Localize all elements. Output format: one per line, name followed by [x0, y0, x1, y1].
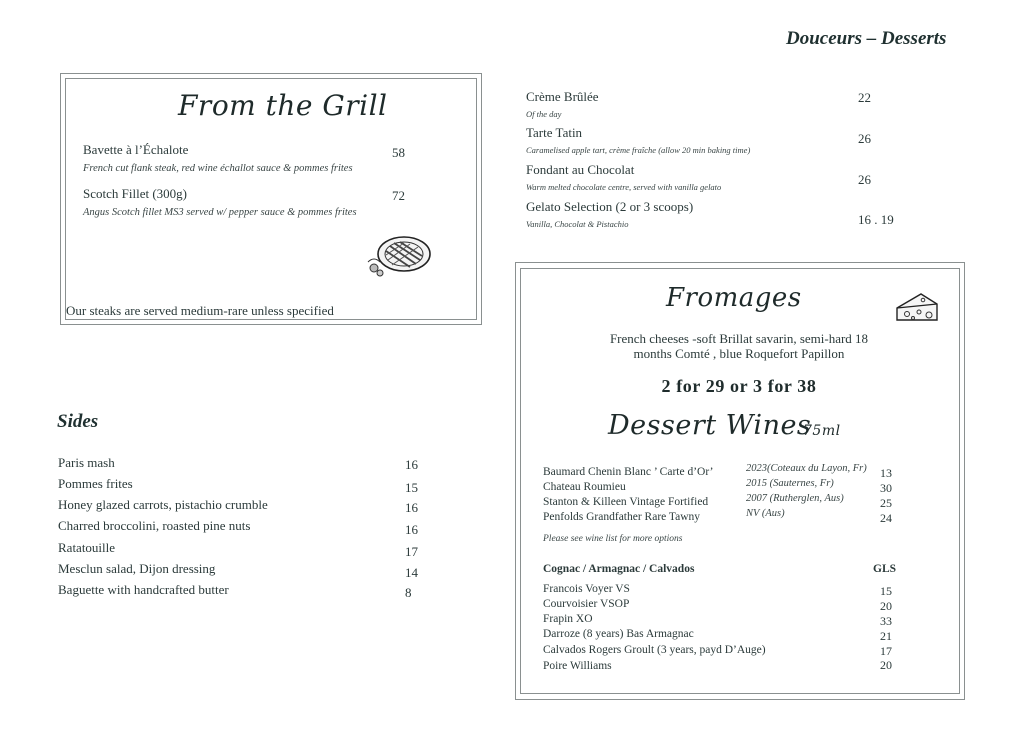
grill-title: From the Grill: [178, 89, 388, 122]
grill-item-name: Scotch Fillet (300g): [83, 186, 187, 201]
dessert-item-price: 26: [858, 131, 871, 146]
wine-item-name: Penfolds Grandfather Rare Tawny: [543, 511, 701, 523]
side-item-name: Honey glazed carrots, pistachio crumble: [58, 497, 268, 512]
side-item-price: 16: [405, 522, 418, 537]
spirit-item-price: 15: [880, 584, 892, 598]
side-item-name: Pommes frites: [58, 476, 133, 491]
fromages-title: Fromages: [666, 283, 802, 313]
side-item-price: 14: [405, 565, 418, 580]
dessert-item-desc: Vanilla, Chocolat & Pistachio: [526, 219, 629, 229]
grill-item-price: 72: [392, 188, 405, 203]
side-item-name: Ratatouille: [58, 540, 116, 555]
dessert-item-price: 26: [858, 172, 871, 187]
wine-item-name: Stanton & Killeen Vintage Fortified: [543, 496, 709, 508]
spirit-item-name: Calvados Rogers Groult (3 years, payd D’Auge): [543, 644, 766, 656]
grill-item-name: Bavette à l’Échalote: [83, 142, 189, 157]
dessert-item-price: 22: [858, 90, 871, 105]
side-item-price: 8: [405, 585, 412, 600]
wine-item-price: 30: [880, 481, 892, 495]
side-item-name: Baguette with handcrafted butter: [58, 582, 229, 597]
spirits-header: Cognac / Armagnac / Calvados: [543, 563, 695, 575]
wine-item-vintage: 2007 (Rutherglen, Aus): [746, 493, 844, 504]
side-item-price: 17: [405, 544, 418, 559]
dessert-item-name: Crème Brûlée: [526, 89, 599, 104]
side-item-price: 15: [405, 480, 418, 495]
dessert-item-desc: Warm melted chocolate centre, served with vanilla gelato: [526, 182, 722, 192]
spirit-item-price: 20: [880, 599, 892, 613]
wine-item-price: 25: [880, 496, 892, 510]
dessert-wines-title: Dessert Wines: [608, 410, 812, 441]
wine-item-vintage: 2023(Coteaux du Layon, Fr): [746, 463, 867, 474]
wine-item-price: 13: [880, 466, 892, 480]
wine-item-name: Baumard Chenin Blanc ’ Carte d’Or’: [543, 466, 714, 478]
wine-item-vintage: 2015 (Sauternes, Fr): [746, 478, 834, 489]
dessert-item-desc: Caramelised apple tart, crème fraîche (allow 20 min baking time): [526, 145, 751, 155]
spirit-item-price: 20: [880, 658, 892, 672]
dessert-item-name: Gelato Selection (2 or 3 scoops): [526, 199, 694, 214]
fromages-desc-line1: French cheeses -soft Brillat savarin, semi-hard 18: [609, 331, 869, 346]
spirit-item-name: Francois Voyer VS: [543, 583, 630, 595]
dessert-item-name: Fondant au Chocolat: [526, 162, 635, 177]
sides-title: Sides: [57, 411, 99, 432]
side-item-price: 16: [405, 457, 418, 472]
side-item-name: Paris mash: [58, 455, 115, 470]
grill-note: Our steaks are served medium-rare unless specified: [66, 303, 334, 318]
wine-item-vintage: NV (Aus): [746, 508, 785, 519]
side-item-name: Charred broccolini, roasted pine nuts: [58, 518, 251, 533]
wine-item-price: 24: [880, 511, 892, 525]
dessert-item-name: Tarte Tatin: [526, 125, 583, 140]
spirit-item-price: 17: [880, 644, 892, 658]
spirit-item-name: Darroze (8 years) Bas Armagnac: [543, 628, 694, 640]
grill-item-price: 58: [392, 145, 405, 160]
spirit-item-name: Poire Williams: [543, 660, 612, 672]
grill-item-desc: French cut flank steak, red wine échallot sauce & pommes frites: [83, 163, 353, 174]
wine-note: Please see wine list for more options: [543, 534, 683, 544]
spirit-item-price: 21: [880, 629, 892, 643]
spirits-unit: GLS: [873, 563, 897, 575]
dessert-item-price: 16 . 19: [858, 212, 894, 227]
dessert-item-desc: Of the day: [526, 109, 562, 119]
steak-icon: [364, 232, 434, 280]
side-item-price: 16: [405, 500, 418, 515]
spirit-item-name: Frapin XO: [543, 613, 593, 625]
spirit-item-price: 33: [880, 614, 892, 628]
spirit-item-name: Courvoisier VSOP: [543, 598, 630, 610]
fromages-desc-line2: months Comté , blue Roquefort Papillon: [633, 346, 845, 361]
grill-item-desc: Angus Scotch fillet MS3 served w/ pepper sauce & pommes frites: [83, 207, 357, 218]
dessert-wines-volume: 75ml: [803, 423, 841, 439]
fromages-price: 2 for 29 or 3 for 38: [661, 376, 817, 396]
side-item-name: Mesclun salad, Dijon dressing: [58, 561, 216, 576]
wine-item-name: Chateau Roumieu: [543, 481, 626, 493]
cheese-icon: [893, 290, 941, 326]
desserts-title: Douceurs – Desserts: [786, 28, 947, 49]
